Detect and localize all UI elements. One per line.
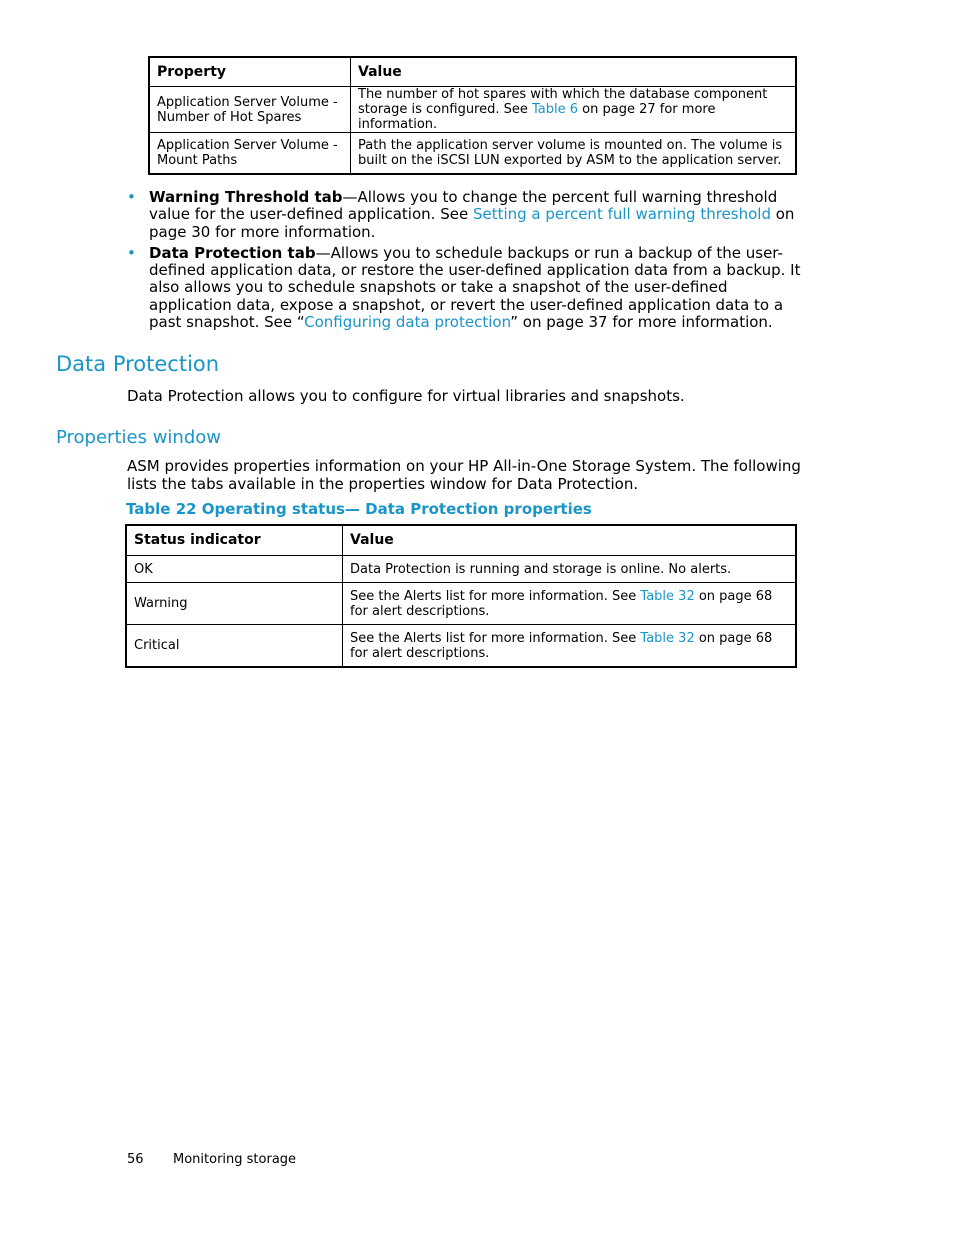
bullet-icon: • — [127, 188, 136, 206]
properties-table — [148, 56, 797, 175]
section-paragraph: Data Protection allows you to configure for virtual libraries and snapshots. — [127, 387, 685, 405]
subsection-heading: Properties window — [56, 427, 221, 448]
bullet-list — [127, 189, 807, 335]
bullet-text: —Allows you to change the percent full warning threshold value for the user-defined application. See — [149, 188, 778, 224]
bullet-text: —Allows you to schedule backups or run a backup of the user-defined application data, or restore the user-defined application data from a backup. It also allows you to schedule snapshots or take a snapshot of the user-defined application data, expose a snapshot, or revert the user-defined application data to a past snapshot. See “ — [149, 243, 801, 332]
value-cell: Data Protection is running and storage is online. No alerts. — [343, 556, 797, 583]
value-cell — [343, 583, 797, 625]
page-footer — [127, 1152, 296, 1167]
column-header: Value — [343, 525, 797, 556]
property-cell: Application Server Volume - Number of Hot Spares — [149, 87, 351, 133]
value-text: on page 68 for alert descriptions. — [350, 630, 773, 661]
table-row — [149, 133, 796, 175]
operating-status-table — [125, 524, 797, 668]
value-text: The number of hot spares with which the database component storage is configured. See — [358, 87, 768, 117]
bullet-text: ” on page 37 for more information. — [510, 313, 773, 332]
value-text: See the Alerts list for more information. See — [350, 588, 641, 604]
list-item — [127, 245, 807, 331]
list-item — [127, 189, 807, 241]
status-cell: Critical — [126, 625, 343, 668]
bullet-text: on page 30 for more information. — [149, 205, 795, 241]
value-cell: Path the application server volume is mounted on. The volume is built on the iSCSI LUN exported by ASM to the application server. — [351, 133, 797, 175]
value-cell — [343, 625, 797, 668]
table-header-row — [149, 57, 796, 87]
table-header-row — [126, 525, 796, 556]
warning-threshold-link[interactable]: Setting a percent full warning threshold — [472, 205, 771, 224]
bullet-icon: • — [127, 243, 136, 262]
value-text: See the Alerts list for more information. See — [350, 630, 641, 646]
configuring-data-protection-link[interactable]: Configuring data protection — [304, 313, 511, 332]
table-row — [126, 583, 796, 625]
column-header: Value — [351, 57, 797, 87]
bullet-title: Data Protection tab — [149, 243, 316, 262]
table-row — [126, 625, 796, 668]
section-heading: Data Protection — [56, 352, 220, 376]
bullet-title: Warning Threshold tab — [149, 188, 343, 206]
status-cell: Warning — [126, 583, 343, 625]
table-32-link[interactable]: Table 32 — [640, 588, 695, 604]
property-cell: Application Server Volume - Mount Paths — [149, 133, 351, 175]
table-6-link[interactable]: Table 6 — [532, 102, 579, 117]
column-header: Property — [149, 57, 351, 87]
value-text: on page 27 for more information. — [358, 102, 716, 132]
footer-section-title: Monitoring storage — [173, 1152, 297, 1167]
page-number: 56 — [127, 1152, 144, 1167]
value-cell — [351, 87, 797, 133]
column-header: Status indicator — [126, 525, 343, 556]
table-row — [126, 556, 796, 583]
status-cell: OK — [126, 556, 343, 583]
value-text: on page 68 for alert descriptions. — [350, 588, 773, 619]
table-caption: Table 22 Operating status— Data Protection properties — [126, 500, 592, 518]
subsection-paragraph: ASM provides properties information on your HP All-in-One Storage System. The following lists the tabs available in the properties window for Data Protection. — [127, 457, 801, 493]
table-row — [149, 87, 796, 133]
table-32-link[interactable]: Table 32 — [640, 630, 695, 646]
